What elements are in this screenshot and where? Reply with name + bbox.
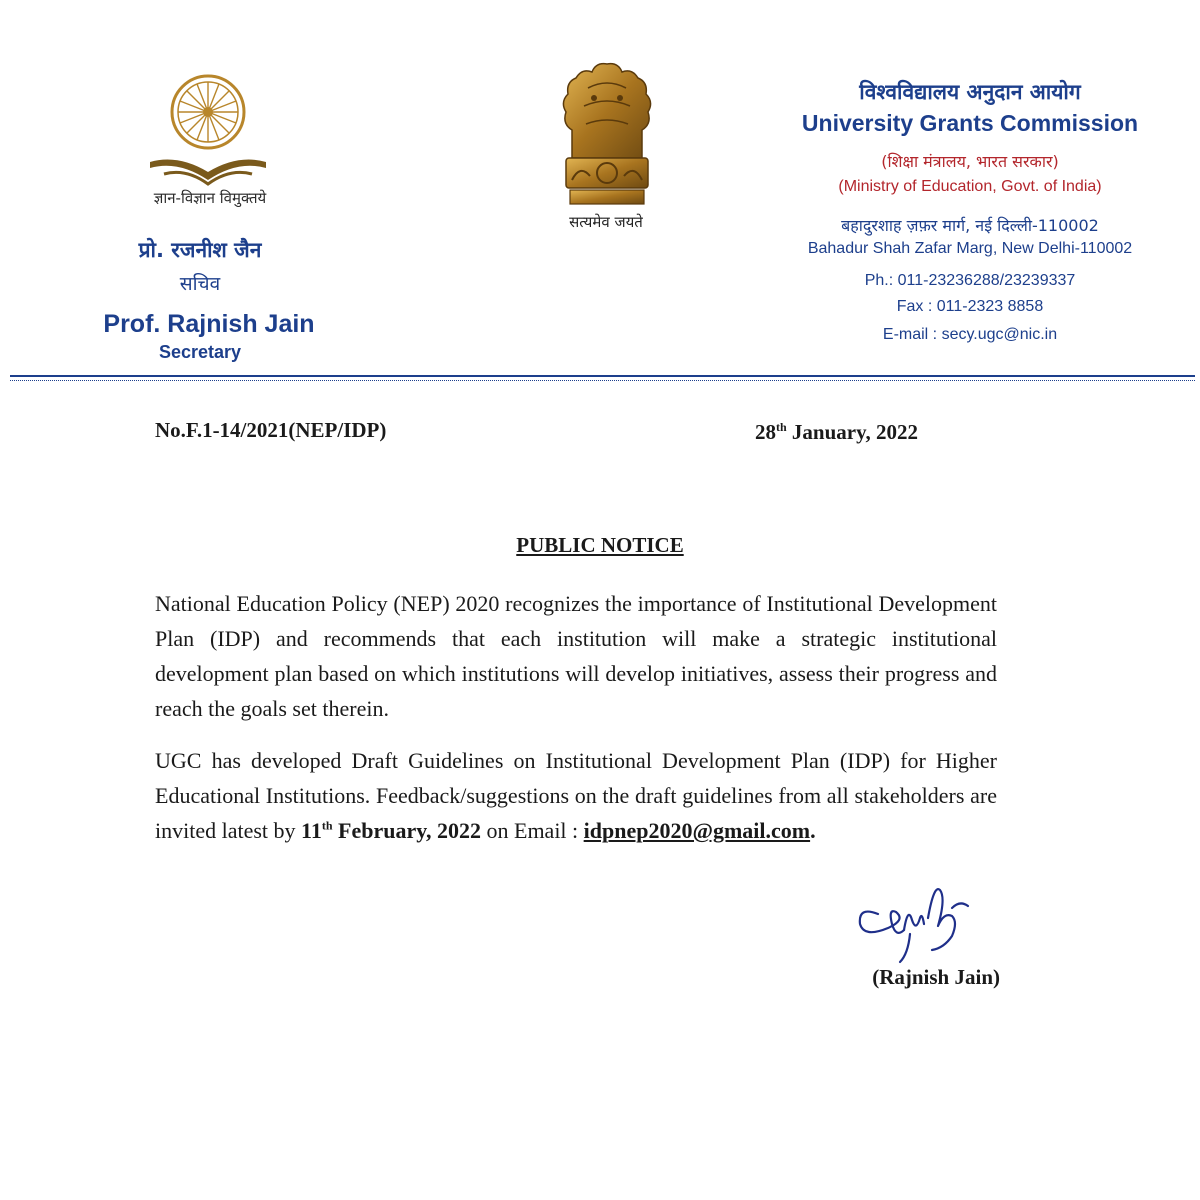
- contact-email: E-mail : secy.ugc@nic.in: [882, 326, 1058, 343]
- letterhead-divider: [10, 375, 1195, 377]
- secretary-title: Secretary: [158, 342, 242, 362]
- address-hindi: बहादुरशाह ज़फ़र मार्ग, नई दिल्ली-110002: [841, 216, 1099, 235]
- notice-heading: PUBLIC NOTICE: [516, 533, 684, 557]
- national-emblem-icon: [548, 58, 666, 210]
- email-suffix: .: [810, 818, 816, 843]
- ministry-hindi: (शिक्षा मंत्रालय, भारत सरकार): [881, 152, 1059, 171]
- deadline-suffix: th: [321, 818, 333, 833]
- ugc-logo-icon: [128, 62, 288, 202]
- deadline-day: 11: [301, 818, 322, 843]
- org-name: University Grants Commission: [801, 110, 1139, 136]
- paragraph-2-text: UGC has developed Draft Guidelines on Institutional Development Plan (IDP) for Higher Educational Institutions. Feedback/suggestions on the draft guidelines from all stakeholders are invited latest by: [155, 748, 997, 843]
- email-prefix: on Email :: [481, 818, 584, 843]
- secretary-name: Prof. Rajnish Jain: [103, 310, 315, 338]
- letterhead-divider-dotted: [10, 380, 1195, 381]
- phone-number: Ph.: 011-23236288/23239337: [864, 272, 1076, 289]
- notice-paragraph-1: National Education Policy (NEP) 2020 recognizes the importance of Institutional Development Plan (IDP) and recommends that each institution will make a strategic institutional development plan based on which institutions will develop initiatives, assess their progress and reach the goals set therein.: [155, 591, 997, 721]
- date-month-year: January, 2022: [786, 420, 918, 444]
- notice-paragraph-2: [155, 743, 997, 848]
- feedback-email-link[interactable]: idpnep2020@gmail.com: [583, 818, 811, 843]
- fax-number: Fax : 011-2323 8858: [896, 298, 1044, 315]
- address: Bahadur Shah Zafar Marg, New Delhi-110002: [807, 240, 1133, 257]
- notice-date: [755, 420, 918, 445]
- date-suffix: th: [776, 420, 787, 434]
- signer-name: (Rajnish Jain): [872, 965, 1000, 989]
- emblem-motto: सत्यमेव जयते: [569, 213, 643, 231]
- secretary-name-hindi: प्रो. रजनीश जैन: [138, 238, 262, 262]
- secretary-title-hindi: सचिव: [179, 273, 221, 295]
- date-day: 28: [755, 420, 776, 444]
- ugc-motto-hindi: ज्ञान-विज्ञान विमुक्तये: [153, 189, 267, 207]
- deadline-month-year: February, 2022: [332, 818, 481, 843]
- org-name-hindi: विश्वविद्यालय अनुदान आयोग: [859, 80, 1081, 104]
- deadline-date: [301, 818, 481, 843]
- reference-number: No.F.1-14/2021(NEP/IDP): [155, 418, 387, 442]
- signature-icon: [848, 876, 983, 971]
- ministry: (Ministry of Education, Govt. of India): [838, 178, 1102, 195]
